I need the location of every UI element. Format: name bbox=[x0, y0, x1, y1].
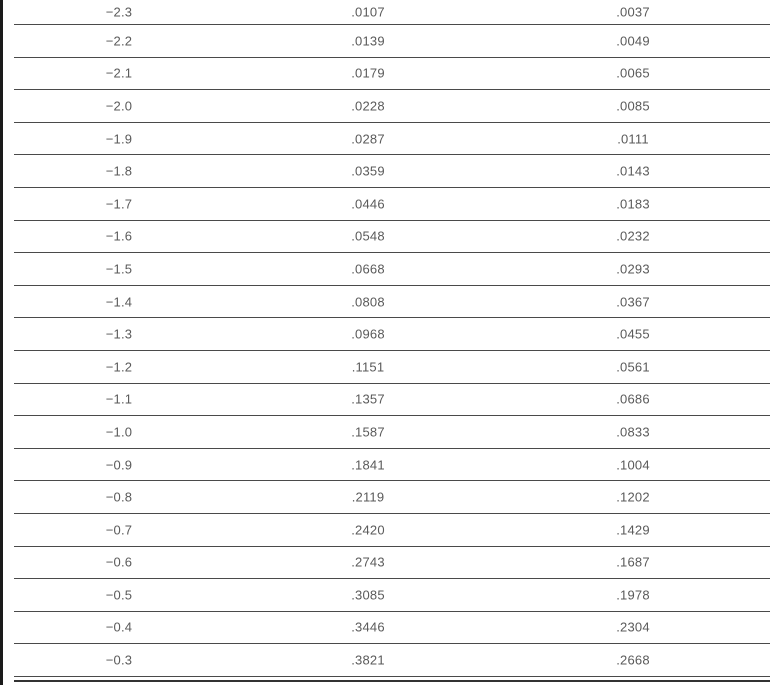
column-3-cell: .0085 bbox=[616, 98, 650, 114]
table-row bbox=[14, 481, 770, 514]
column-3-cell: .0049 bbox=[616, 33, 650, 49]
column-3-cell: .0833 bbox=[616, 424, 650, 440]
column-2-cell: .2743 bbox=[351, 554, 385, 570]
z-value-cell: −1.4 bbox=[105, 294, 133, 310]
column-3-cell: .0183 bbox=[616, 196, 650, 212]
column-2-cell: .3085 bbox=[351, 587, 385, 603]
z-value-cell: −0.8 bbox=[105, 489, 133, 505]
column-3-cell: .0686 bbox=[616, 391, 650, 407]
table-row bbox=[14, 351, 770, 384]
table-row bbox=[14, 253, 770, 286]
table-row bbox=[14, 579, 770, 612]
column-2-cell: .0548 bbox=[351, 228, 385, 244]
z-value-cell: −1.0 bbox=[105, 424, 133, 440]
column-3-cell: .1978 bbox=[616, 587, 650, 603]
column-2-cell: .3821 bbox=[351, 652, 385, 668]
z-value-cell: −1.7 bbox=[105, 196, 133, 212]
left-border bbox=[0, 0, 3, 685]
column-2-cell: .0139 bbox=[351, 33, 385, 49]
table-row bbox=[14, 0, 770, 25]
table-row bbox=[14, 25, 770, 58]
z-value-cell: −0.6 bbox=[105, 554, 133, 570]
column-2-cell: .0359 bbox=[351, 163, 385, 179]
z-value-cell: −0.4 bbox=[105, 619, 133, 635]
column-3-cell: .1429 bbox=[616, 522, 650, 538]
table-bottom-rule bbox=[14, 680, 770, 682]
table-row bbox=[14, 90, 770, 123]
column-3-cell: .0293 bbox=[616, 261, 650, 277]
column-2-cell: .1151 bbox=[351, 359, 385, 375]
column-2-cell: .0968 bbox=[351, 326, 385, 342]
table-row bbox=[14, 188, 770, 221]
column-2-cell: .0668 bbox=[351, 261, 385, 277]
z-value-cell: −1.5 bbox=[105, 261, 133, 277]
z-value-cell: −0.5 bbox=[105, 587, 133, 603]
column-3-cell: .0143 bbox=[616, 163, 650, 179]
table-row bbox=[14, 286, 770, 319]
z-value-cell: −2.2 bbox=[105, 33, 133, 49]
z-value-cell: −2.0 bbox=[105, 98, 133, 114]
z-value-cell: −1.9 bbox=[105, 131, 133, 147]
z-value-cell: −1.6 bbox=[105, 228, 133, 244]
column-3-cell: .0037 bbox=[616, 4, 650, 20]
column-2-cell: .0808 bbox=[351, 294, 385, 310]
column-3-cell: .0455 bbox=[616, 326, 650, 342]
table-row bbox=[14, 384, 770, 417]
column-2-cell: .2119 bbox=[351, 489, 385, 505]
table-row bbox=[14, 318, 770, 351]
z-value-cell: −1.1 bbox=[105, 391, 133, 407]
z-value-cell: −1.8 bbox=[105, 163, 133, 179]
table-row bbox=[14, 58, 770, 91]
z-value-cell: −2.1 bbox=[105, 65, 133, 81]
table-row bbox=[14, 612, 770, 645]
z-value-cell: −2.3 bbox=[105, 4, 133, 20]
table-row bbox=[14, 123, 770, 156]
column-2-cell: .1587 bbox=[351, 424, 385, 440]
column-2-cell: .1357 bbox=[351, 391, 385, 407]
column-2-cell: .1841 bbox=[351, 457, 385, 473]
z-value-cell: −1.2 bbox=[105, 359, 133, 375]
column-3-cell: .1202 bbox=[616, 489, 650, 505]
column-3-cell: .2304 bbox=[616, 619, 650, 635]
table-row bbox=[14, 221, 770, 254]
column-3-cell: .1004 bbox=[616, 457, 650, 473]
table-row bbox=[14, 644, 770, 677]
column-2-cell: .0179 bbox=[351, 65, 385, 81]
column-2-cell: .2420 bbox=[351, 522, 385, 538]
z-value-cell: −0.9 bbox=[105, 457, 133, 473]
column-2-cell: .0228 bbox=[351, 98, 385, 114]
table-row bbox=[14, 416, 770, 449]
column-3-cell: .0561 bbox=[616, 359, 650, 375]
column-3-cell: .0232 bbox=[616, 228, 650, 244]
table-row bbox=[14, 547, 770, 580]
column-2-cell: .0107 bbox=[351, 4, 385, 20]
z-value-cell: −1.3 bbox=[105, 326, 133, 342]
column-3-cell: .0367 bbox=[616, 294, 650, 310]
table-row bbox=[14, 514, 770, 547]
column-3-cell: .1687 bbox=[616, 554, 650, 570]
column-3-cell: .2668 bbox=[616, 652, 650, 668]
column-2-cell: .3446 bbox=[351, 619, 385, 635]
table-row bbox=[14, 449, 770, 482]
column-2-cell: .0446 bbox=[351, 196, 385, 212]
column-3-cell: .0065 bbox=[616, 65, 650, 81]
data-table bbox=[14, 0, 770, 677]
column-2-cell: .0287 bbox=[351, 131, 385, 147]
z-value-cell: −0.3 bbox=[105, 652, 133, 668]
column-3-cell: .0111 bbox=[617, 131, 649, 147]
z-value-cell: −0.7 bbox=[105, 522, 133, 538]
table-row bbox=[14, 155, 770, 188]
